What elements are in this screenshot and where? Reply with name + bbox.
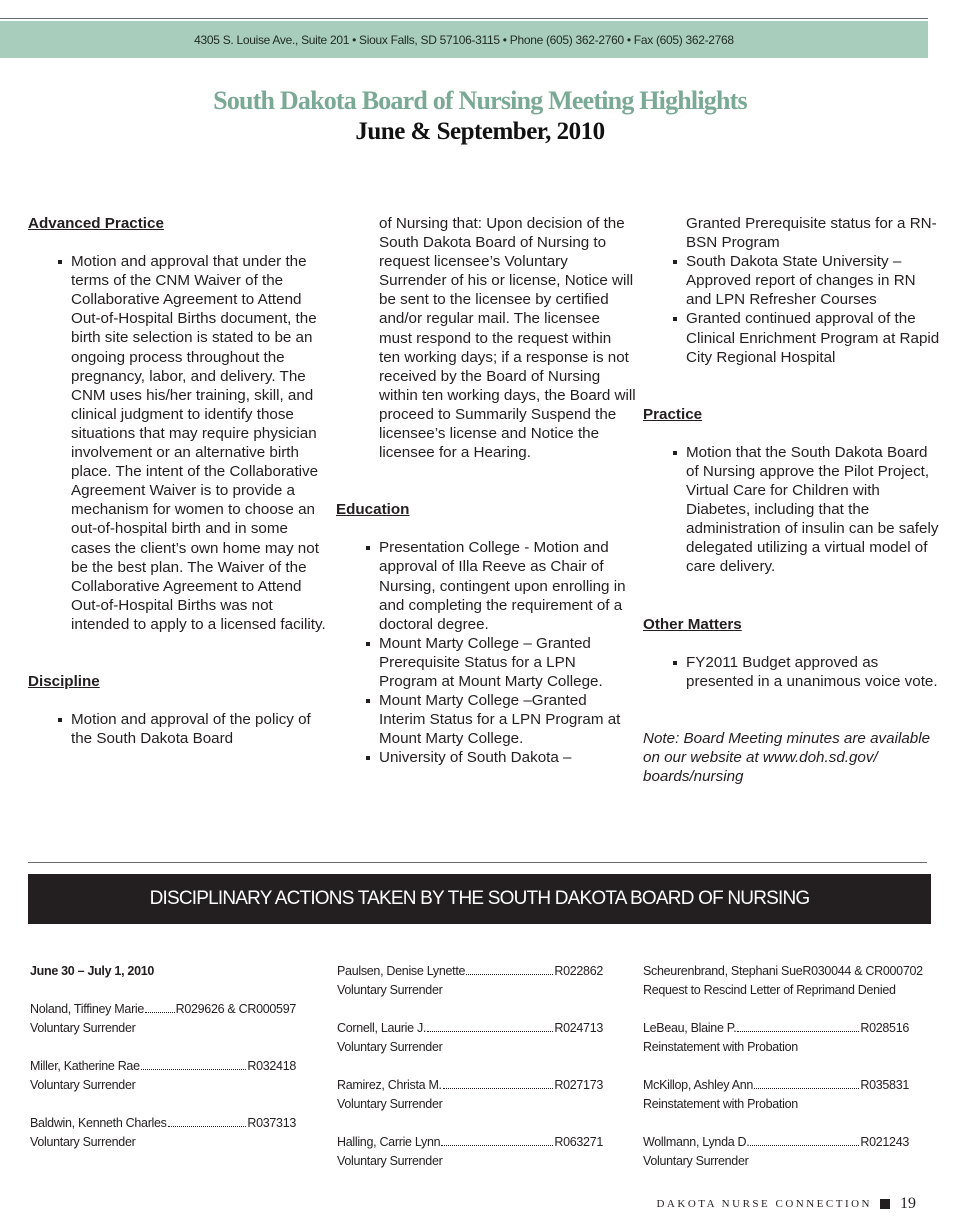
licensee-name: Paulsen, Denise Lynette — [337, 964, 466, 978]
dot-leader — [441, 1145, 553, 1146]
action-taken: Voluntary Surrender — [337, 983, 443, 997]
disciplinary-banner-text: DISCIPLINARY ACTIONS TAKEN BY THE SOUTH DAKOTA BOARD OF NURSING — [149, 888, 810, 909]
square-bullet-icon — [880, 1199, 890, 1209]
action-taken: Voluntary Surrender — [643, 1154, 749, 1168]
heading-other-matters: Other Matters — [643, 615, 742, 633]
licensee-name: LeBeau, Blaine P. — [643, 1021, 737, 1035]
action-taken: Voluntary Surrender — [30, 1021, 136, 1035]
licensee-name: Ramirez, Christa M. — [337, 1078, 442, 1092]
action-entry — [337, 962, 603, 1000]
licensee-name: Noland, Tiffiney Marie — [30, 1002, 145, 1016]
dot-leader — [750, 1145, 859, 1146]
page-number: 19 — [900, 1195, 916, 1212]
publication-name: DAKOTA NURSE CONNECTION — [656, 1198, 872, 1210]
licensee-name: Baldwin, Kenneth Charles — [30, 1116, 167, 1130]
licensee-name: Halling, Carrie Lynn — [337, 1135, 441, 1149]
dot-leader — [145, 1012, 175, 1013]
disciplinary-column-1 — [30, 962, 296, 1171]
license-number: R021243 — [860, 1135, 909, 1149]
action-entry — [337, 1076, 603, 1114]
license-number: R063271 — [554, 1135, 603, 1149]
bullet-practice: Motion that the South Dakota Board of Nursing approve the Pilot Project, Virtual Care for Children with Diabetes, including that the administration of insulin can be safely delegated utilizing a virtual model of care delivery. — [643, 443, 943, 577]
action-entry — [643, 1019, 909, 1057]
bullet-discipline-continued: of Nursing that: Upon decision of the South Dakota Board of Nursing to request licensee’s Voluntary Surrender of his or license, Notice will be sent to the licensee by certified and/or regular mail. The licensee must respond to the request within ten working days; if a response is not received by the Board of Nursing within ten working days, the Board will proceed to Summarily Suspend the licensee’s license and Notice the licensee for a Hearing. — [379, 215, 636, 462]
address-bar — [0, 21, 928, 58]
action-taken: Reinstatement with Probation — [643, 1097, 798, 1111]
licensee-name: Wollmann, Lynda D. — [643, 1135, 750, 1149]
license-number: R030044 & CR000702 — [802, 964, 923, 978]
dot-leader — [737, 1031, 859, 1032]
heading-education: Education — [336, 501, 410, 519]
action-entry — [30, 1000, 296, 1038]
page-subtitle: June & September, 2010 — [355, 118, 605, 145]
dot-leader — [466, 974, 553, 975]
disciplinary-column-2 — [337, 962, 603, 1190]
licensee-name: Scheurenbrand, Stephani Sue — [643, 964, 803, 978]
action-taken: Reinstatement with Probation — [643, 1040, 798, 1054]
heading-advanced-practice: Advanced Practice — [28, 215, 164, 232]
page-title: South Dakota Board of Nursing Meeting Highlights — [213, 86, 747, 115]
highlights-column-2 — [336, 214, 636, 767]
bullet-advanced-practice: Motion and approval that under the terms of the CNM Waiver of the Collaborative Agreement to Attend Out-of-Hospital Births document, the birth site selection is stated to be an ongoing process throughout the pregnancy, labor, and delivery. The CNM uses his/her training, skill, and clinical judgment to identify those situations that may require physician involvement or an alternative birth place. The intent of the Collaborative Agreement Waiver is to provide a mechanism for women to choose an out-of-hospital birth and in some cases the client’s own home may not be the best plan. The Waiver of the Collaborative Agreement to Attend Out-of-Hospital Births was not intended to apply to a licensed facility. — [28, 252, 328, 634]
action-taken: Request to Rescind Letter of Reprimand Denied — [643, 983, 896, 997]
licensee-name: McKillop, Ashley Ann — [643, 1078, 754, 1092]
action-entry — [643, 962, 923, 1000]
action-taken: Voluntary Surrender — [30, 1135, 136, 1149]
bullet-education-4-continued: Granted Prerequisite status for a RN-BSN Program — [686, 215, 937, 252]
license-number: R029626 & CR000597 — [175, 1002, 296, 1016]
highlights-column-1 — [28, 214, 328, 748]
minutes-note: Note: Board Meeting minutes are available on our website at www.doh.sd.gov/ boards/nursing — [643, 729, 931, 785]
bullet-education-3: Mount Marty College –Granted Interim Status for a LPN Program at Mount Marty College. — [336, 691, 636, 748]
license-number: R027173 — [554, 1078, 603, 1092]
highlights-column-3 — [643, 214, 943, 786]
action-date: June 30 – July 1, 2010 — [30, 964, 155, 978]
action-entry — [30, 1057, 296, 1095]
action-taken: Voluntary Surrender — [337, 1097, 443, 1111]
heading-practice: Practice — [643, 405, 703, 423]
license-number: R035831 — [860, 1078, 909, 1092]
bullet-education-2: Mount Marty College – Granted Prerequisite Status for a LPN Program at Mount Marty College. — [336, 634, 636, 691]
dot-leader — [754, 1088, 859, 1089]
dot-leader — [141, 1069, 247, 1070]
bullet-education-4: University of South Dakota – — [336, 748, 636, 767]
dot-leader — [168, 1126, 247, 1127]
disciplinary-column-3 — [643, 962, 923, 1190]
page-footer — [656, 1195, 916, 1213]
license-number: R022862 — [554, 964, 603, 978]
license-number: R024713 — [554, 1021, 603, 1035]
licensee-name: Miller, Katherine Rae — [30, 1059, 140, 1073]
bullet-education-1: Presentation College - Motion and approval of Illa Reeve as Chair of Nursing, contingent upon enrolling in and completing the requirement of a doctoral degree. — [336, 538, 636, 633]
heading-discipline: Discipline — [28, 672, 100, 690]
action-entry — [337, 1019, 603, 1057]
action-entry — [30, 1114, 296, 1152]
top-rule — [0, 18, 928, 19]
action-taken: Voluntary Surrender — [337, 1040, 443, 1054]
disciplinary-banner — [28, 874, 931, 924]
bullet-education-5: South Dakota State University – Approved report of changes in RN and LPN Refresher Courses — [643, 252, 943, 309]
action-entry — [337, 1133, 603, 1171]
licensee-name: Cornell, Laurie J. — [337, 1021, 427, 1035]
bullet-discipline: Motion and approval of the policy of the South Dakota Board — [28, 710, 328, 748]
action-entry — [643, 1133, 909, 1171]
action-taken: Voluntary Surrender — [30, 1078, 136, 1092]
license-number: R028516 — [860, 1021, 909, 1035]
license-number: R037313 — [247, 1116, 296, 1130]
bullet-education-6: Granted continued approval of the Clinical Enrichment Program at Rapid City Regional Hospital — [643, 309, 943, 366]
action-entry — [643, 1076, 909, 1114]
address-text: 4305 S. Louise Ave., Suite 201 • Sioux Falls, SD 57106-3115 • Phone (605) 362-2760 • Fax (605) 362-2768 — [194, 32, 734, 47]
dot-leader — [427, 1031, 553, 1032]
action-taken: Voluntary Surrender — [337, 1154, 443, 1168]
bullet-other-matters: FY2011 Budget approved as presented in a unanimous voice vote. — [643, 653, 943, 691]
section-divider — [28, 862, 927, 863]
dot-leader — [443, 1088, 554, 1089]
license-number: R032418 — [247, 1059, 296, 1073]
